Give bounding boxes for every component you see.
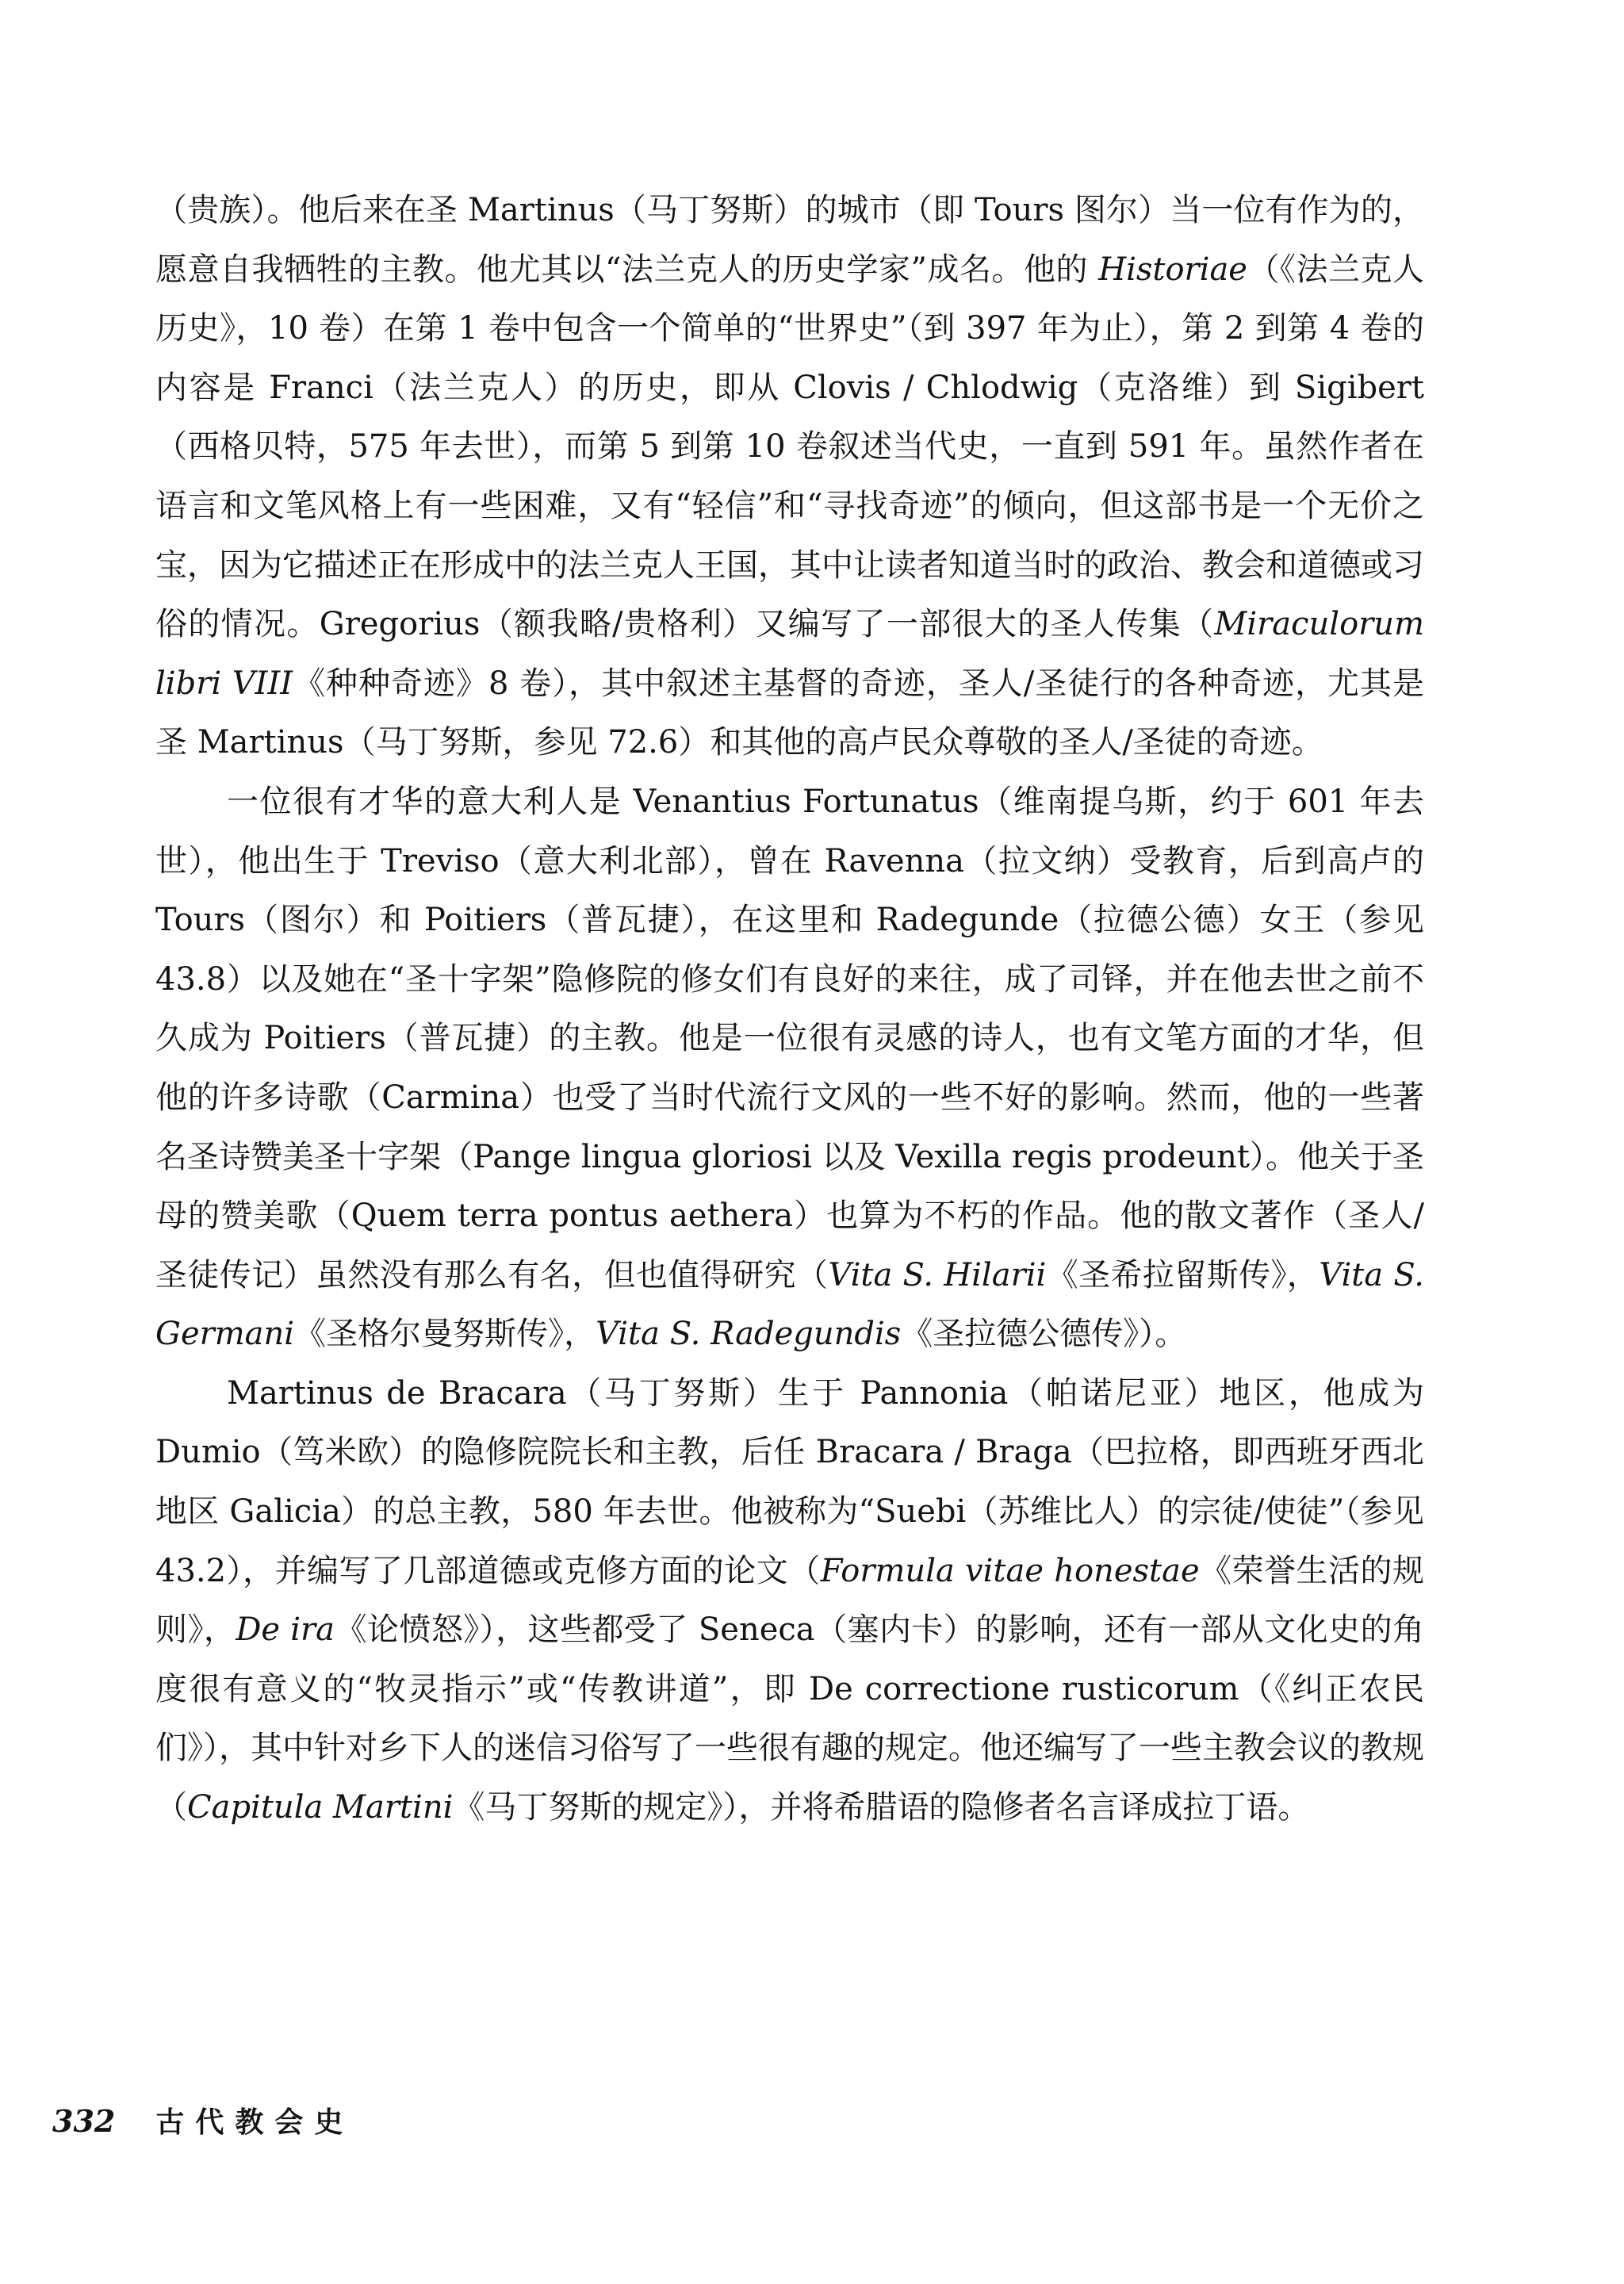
italic-title: Vita S. Hilarii — [828, 1256, 1047, 1293]
text-segment: （贵族）。他后来在圣 Martinus（马丁努斯）的城市（即 Tours 图尔）当一位有作为的，愿意自我牺牲的主教。他尤其以“法兰克人的历史学家”成名。他的 — [155, 192, 1424, 288]
text-segment: 《荣誉生活的规则》， — [155, 1552, 1425, 1649]
italic-title: Capitula Martini — [187, 1789, 454, 1826]
text-segment: Martinus de Bracara（马丁努斯）生于 Pannonia（帕诺尼亚）地区，他成为 Dumio（笃米欧）的隐修院院长和主教，后任 Bracara / Braga（巴拉格，即西班牙西北地区 Galicia）的总主教，580 年去世。他被称为“Suebi（苏维比人）的宗徒/使徒”（参见 43.2），并编写了几部道德或克修方面的论文（ — [155, 1374, 1424, 1589]
paragraph-3 — [155, 1364, 1424, 1838]
paragraph-1 — [155, 181, 1424, 772]
body-text — [155, 181, 1424, 1838]
text-segment: 《马丁努斯的规定》），并将希腊语的隐修者名言译成拉丁语。 — [453, 1789, 1310, 1826]
paragraph-2 — [155, 772, 1424, 1364]
text-segment: 一位很有才华的意大利人是 Venantius Fortunatus（维南提乌斯，约于 601 年去世），他出生于 Treviso（意大利北部），曾在 Ravenna（拉文纳）受教育，后到高卢的 Tours（图尔）和 Poitiers（普瓦捷），在这里和 Radegunde（拉德公德）女王（参见43.8）以及她在“圣十字架”隐修院的修女们有良好的来往，成了司铎，并在他去世之前不久成为 Poitiers（普瓦捷）的主教。他是一位很有灵感的诗人，也有文笔方面的才华，但他的许多诗歌（Carmina）也受了当时代流行文风的一些不好的影响。然而，他的一些著名圣诗赞美圣十字架（Pange lingua gloriosi 以及 Vexilla regis prodeunt）。他关于圣母的赞美歌（Quem terra pontus aethera）也算为不朽的作品。他的散文著作（圣人/圣徒传记）虽然没有那么有名，但也值得研究（ — [155, 783, 1424, 1293]
text-segment: 《圣希拉留斯传》， — [1046, 1256, 1320, 1293]
text-segment: 《圣格尔曼努斯传》， — [294, 1316, 596, 1353]
text-segment: 《圣拉德公德传》）。 — [901, 1316, 1187, 1353]
text-segment: 《种种奇迹》8 卷），其中叙述主基督的奇迹，圣人/圣徒行的各种奇迹，尤其是圣 Martinus（马丁努斯，参见 72.6）和其他的高卢民众尊敬的圣人/圣徒的奇迹。 — [155, 665, 1425, 761]
italic-title: De ira — [236, 1611, 335, 1649]
text-segment: 《论愤怒》），这些都受了 Seneca（塞内卡）的影响，还有一部从文化史的角度很有意义的“牧灵指示”或“传教讲道”，即 De correctione rusticorum（《纠正农民们》），其中针对乡下人的迷信习俗写了一些很有趣的规定。他还编写了一些主教会议的教规（ — [155, 1611, 1425, 1826]
running-title: 古代教会史 — [155, 2106, 354, 2139]
text-segment: （《法兰克人历史》，10 卷）在第 1 卷中包含一个简单的“世界史”（到 397 年为止），第 2 到第 4 卷的内容是 Franci（法兰克人）的历史，即从 Clovis / Chlodwig（克洛维）到 Sigibert（西格贝特，575 年去世），而第 5 到第 10 卷叙述当代史，一直到 591 年。虽然作者在语言和文笔风格上有一些困难，又有“轻信”和“寻找奇迹”的倾向，但这部书是一个无价之宝，因为它描述正在形成中的法兰克人王国，其中让读者知道当时的政治、教会和道德或习俗的情况。Gregorius（额我略/贵格利）又编写了一部很大的圣人传集（ — [155, 251, 1424, 643]
italic-title: Historiae — [1098, 251, 1247, 288]
page-number: 332 — [52, 2103, 116, 2139]
italic-title: Miraculorum libri VIII — [155, 606, 1424, 702]
italic-title: Formula vitae honestae — [820, 1552, 1200, 1589]
italic-title: Vita S. Germani — [155, 1256, 1425, 1353]
italic-title: Vita S. Radegundis — [596, 1316, 902, 1353]
page-footer — [52, 2100, 354, 2140]
